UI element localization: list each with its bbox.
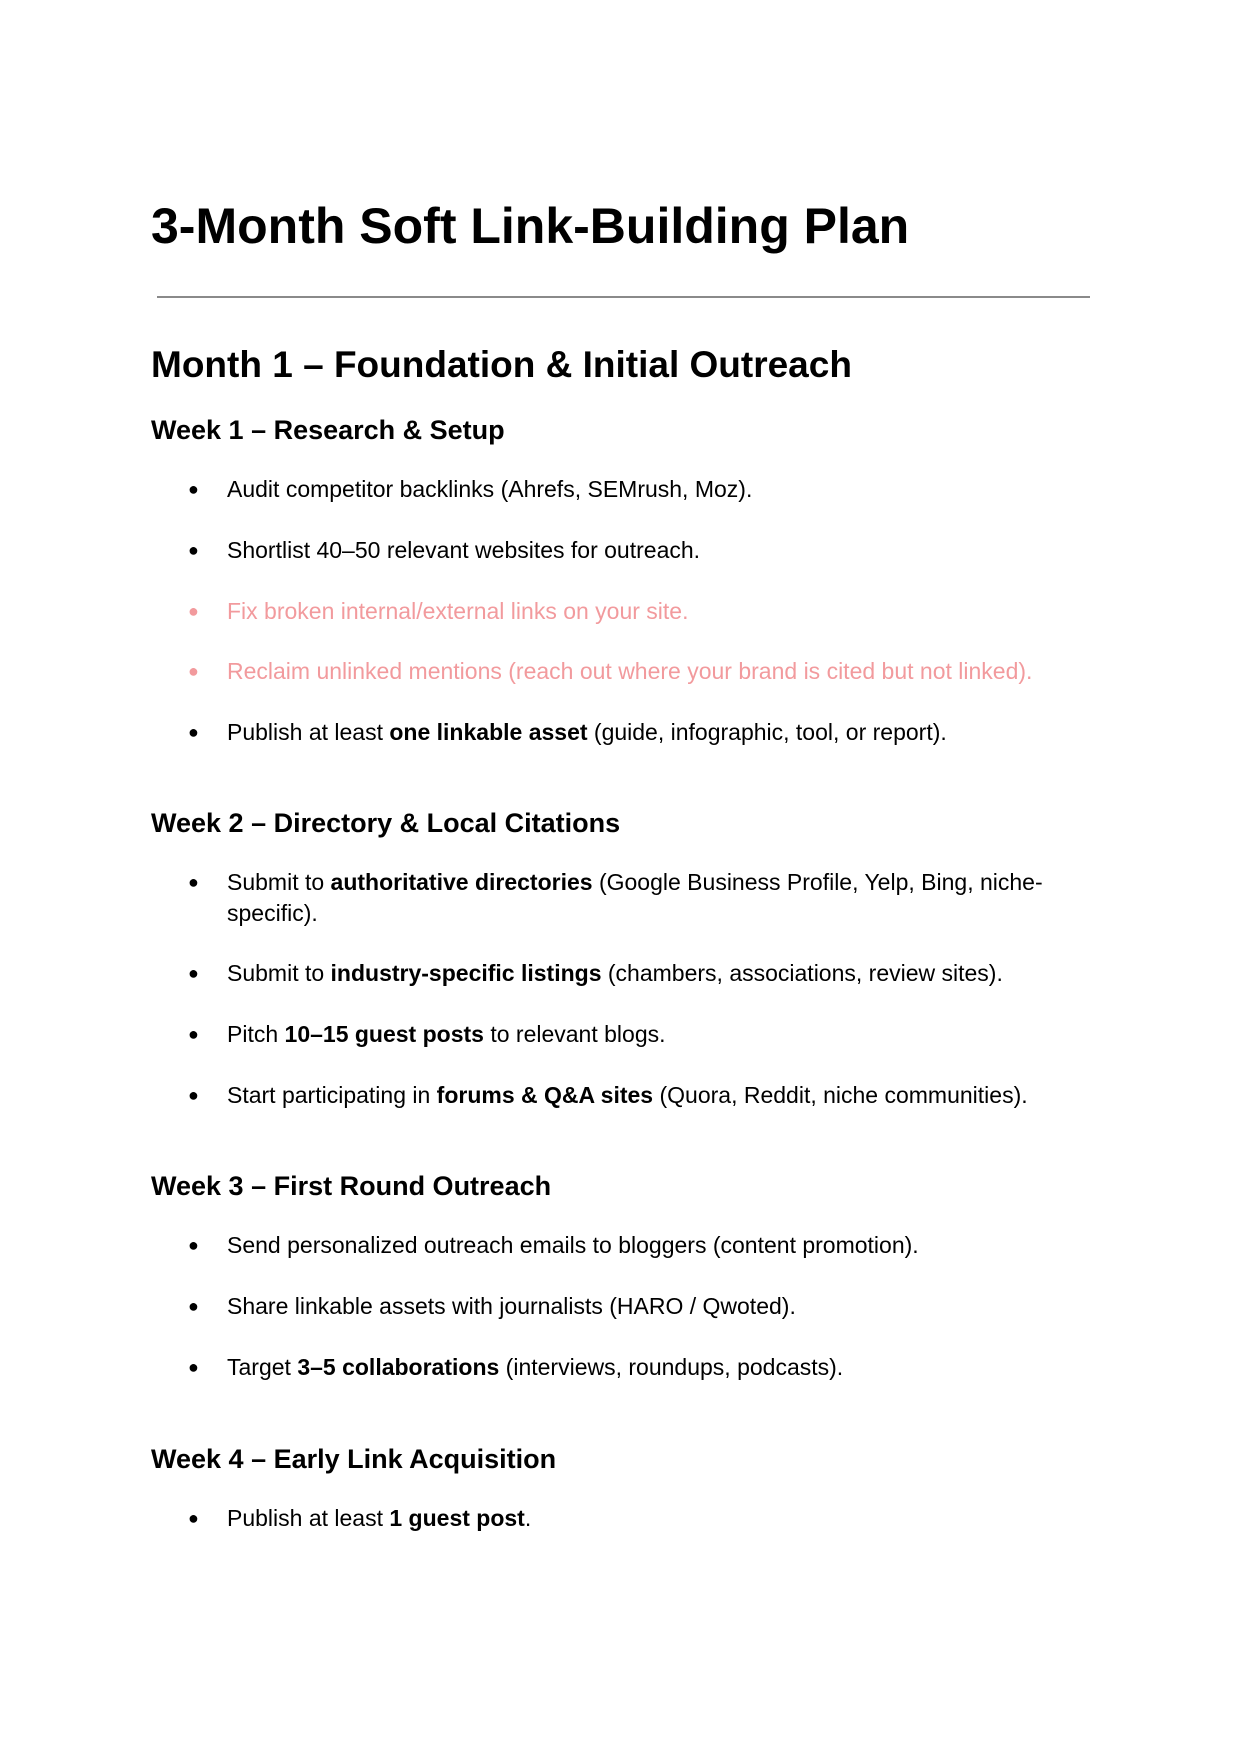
emphasis: 1 guest post (389, 1505, 525, 1531)
bullet-icon: ● (188, 1235, 199, 1255)
bullet-icon: ● (188, 661, 199, 681)
emphasis: 3–5 collaborations (297, 1354, 500, 1380)
month-1-heading: Month 1 – Foundation & Initial Outreach (151, 344, 852, 385)
bullet-icon: ● (188, 1357, 199, 1377)
document-title: 3-Month Soft Link-Building Plan (151, 198, 910, 254)
emphasis: industry-specific listings (330, 960, 602, 986)
list-item-text: Fix broken internal/external links on your site. (227, 598, 689, 624)
list-item-text: Share linkable assets with journalists (HARO / Qwoted). (227, 1293, 796, 1319)
week-1-heading: Week 1 – Research & Setup (151, 415, 505, 445)
emphasis: one linkable asset (389, 719, 588, 745)
list-item-text: Publish at least 1 guest post. (227, 1505, 532, 1531)
bullet-icon: ● (188, 540, 199, 560)
list-item-text: Publish at least one linkable asset (guide, infographic, tool, or report). (227, 719, 947, 745)
bullet-icon: ● (188, 1296, 199, 1316)
bullet-icon: ● (188, 963, 199, 983)
bullet-icon: ● (188, 601, 199, 621)
list-item-text: Start participating in forums & Q&A sites (Quora, Reddit, niche communities). (227, 1082, 1028, 1108)
horizontal-divider (157, 296, 1090, 298)
list-item-text: Shortlist 40–50 relevant websites for outreach. (227, 537, 701, 563)
bullet-icon: ● (188, 1508, 199, 1528)
emphasis: authoritative directories (330, 869, 593, 895)
bullet-icon: ● (188, 1024, 199, 1044)
bullet-icon: ● (188, 872, 199, 892)
bullet-icon: ● (188, 722, 199, 742)
list-item-text: Target 3–5 collaborations (interviews, roundups, podcasts). (227, 1354, 844, 1380)
bullet-icon: ● (188, 1085, 199, 1105)
week-3-heading: Week 3 – First Round Outreach (151, 1171, 552, 1201)
emphasis: forums & Q&A sites (436, 1082, 654, 1108)
list-item-text: Send personalized outreach emails to bloggers (content promotion). (227, 1232, 919, 1258)
list-item-text: Submit to industry-specific listings (chambers, associations, review sites). (227, 960, 1003, 986)
bullet-icon: ● (188, 479, 199, 499)
emphasis: 10–15 guest posts (284, 1021, 484, 1047)
list-item-text: Audit competitor backlinks (Ahrefs, SEMrush, Moz). (227, 476, 753, 502)
list-item-text: Submit to authoritative directories (Google Business Profile, Yelp, Bing, niche-specific). (227, 869, 1043, 926)
week-2-heading: Week 2 – Directory & Local Citations (151, 808, 621, 838)
week-4-heading: Week 4 – Early Link Acquisition (151, 1444, 557, 1474)
list-item-text: Reclaim unlinked mentions (reach out where your brand is cited but not linked). (227, 658, 1033, 684)
list-item-text: Pitch 10–15 guest posts to relevant blogs. (227, 1021, 666, 1047)
